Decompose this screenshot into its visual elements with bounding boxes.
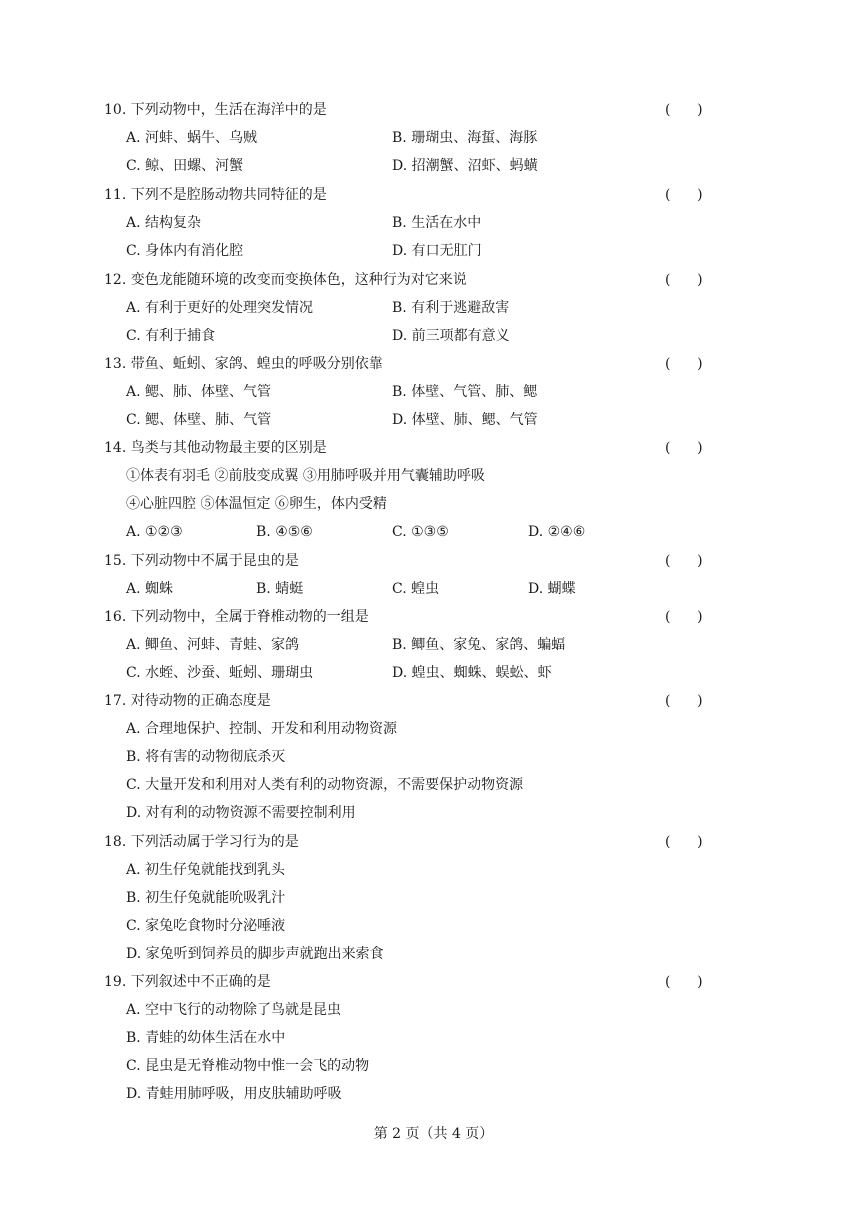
option-c: C. 大量开发和利用对人类有利的动物资源，不需要保护动物资源 [126,777,524,793]
question-stem: 19. 下列叙述中不正确的是 [104,974,271,990]
option-c: C. 蝗虫 [392,581,440,597]
answer-parentheses: ( ) [665,553,703,569]
option-d: D. 青蛙用肺呼吸，用皮肤辅助呼吸 [126,1086,342,1102]
question-stem: 16. 下列动物中，全属于脊椎动物的一组是 [104,609,369,625]
question-stem: 13. 带鱼、蚯蚓、家鸽、蝗虫的呼吸分别依靠 [104,356,383,372]
answer-parentheses: ( ) [665,974,703,990]
option-d: D. 蝴蝶 [528,581,576,597]
answer-parentheses: ( ) [665,102,703,118]
option-a: A. 空中飞行的动物除了鸟就是昆虫 [126,1002,342,1018]
option-d: D. 对有利的动物资源不需要控制利用 [126,805,356,821]
answer-parentheses: ( ) [665,272,703,288]
question-stem: 14. 鸟类与其他动物最主要的区别是 [104,440,327,456]
option-a: A. 蜘蛛 [126,581,174,597]
option-c: C. 家兔吃食物时分泌唾液 [126,918,286,934]
option-d: D. 有口无肛门 [392,243,482,259]
option-a: A. 合理地保护、控制、开发和利用动物资源 [126,721,398,737]
option-c: C. ①③⑤ [392,524,449,540]
question-stem: 12. 变色龙能随环境的改变而变换体色，这种行为对它来说 [104,272,467,288]
option-c: C. 鳃、体壁、肺、气管 [126,412,272,428]
option-a: A. 河蚌、蜗牛、乌贼 [126,130,258,146]
question-stem: 11. 下列不是腔肠动物共同特征的是 [104,187,327,203]
option-d: D. 招潮蟹、沼虾、蚂蟥 [392,158,538,174]
option-b: B. 蜻蜓 [256,581,304,597]
statement-line-1: ①体表有羽毛 ②前肢变成翼 ③用肺呼吸并用气囊辅助呼吸 [126,468,485,484]
option-a: A. 结构复杂 [126,215,202,231]
option-b: B. ④⑤⑥ [256,524,313,540]
option-a: A. 鲫鱼、河蚌、青蛙、家鸽 [126,637,300,653]
question-stem: 17. 对待动物的正确态度是 [104,693,271,709]
answer-parentheses: ( ) [665,834,703,850]
option-b: B. 初生仔兔就能吮吸乳汁 [126,890,286,906]
answer-parentheses: ( ) [665,187,703,203]
option-b: B. 有利于逃避敌害 [392,300,510,316]
option-a: A. ①②③ [126,524,183,540]
question-stem: 15. 下列动物中不属于昆虫的是 [104,553,299,569]
option-a: A. 初生仔兔就能找到乳头 [126,862,286,878]
answer-parentheses: ( ) [665,609,703,625]
option-b: B. 珊瑚虫、海蜇、海豚 [392,130,538,146]
option-b: B. 体壁、气管、肺、鳃 [392,384,538,400]
answer-parentheses: ( ) [665,693,703,709]
answer-parentheses: ( ) [665,440,703,456]
option-c: C. 鲸、田螺、河蟹 [126,158,244,174]
question-stem: 10. 下列动物中，生活在海洋中的是 [104,102,327,118]
option-b: B. 青蛙的幼体生活在水中 [126,1030,286,1046]
option-b: B. 鲫鱼、家兔、家鸽、蝙蝠 [392,637,566,653]
option-b: B. 生活在水中 [392,215,482,231]
option-c: C. 有利于捕食 [126,328,216,344]
option-d: D. 蝗虫、蜘蛛、蜈蚣、虾 [392,665,552,681]
statement-line-2: ④心脏四腔 ⑤体温恒定 ⑥卵生，体内受精 [126,496,387,512]
option-a: A. 鳃、肺、体壁、气管 [126,384,272,400]
option-c: C. 昆虫是无脊椎动物中惟一会飞的动物 [126,1058,370,1074]
option-d: D. ②④⑥ [528,524,586,540]
option-b: B. 将有害的动物彻底杀灭 [126,749,286,765]
page-footer: 第 2 页（共 4 页） [373,1126,494,1142]
option-c: C. 水蛭、沙蚕、蚯蚓、珊瑚虫 [126,665,314,681]
option-d: D. 前三项都有意义 [392,328,510,344]
question-stem: 18. 下列活动属于学习行为的是 [104,834,299,850]
option-a: A. 有利于更好的处理突发情况 [126,300,314,316]
option-d: D. 家兔听到饲养员的脚步声就跑出来索食 [126,946,384,962]
answer-parentheses: ( ) [665,356,703,372]
option-d: D. 体壁、肺、鳃、气管 [392,412,538,428]
option-c: C. 身体内有消化腔 [126,243,244,259]
